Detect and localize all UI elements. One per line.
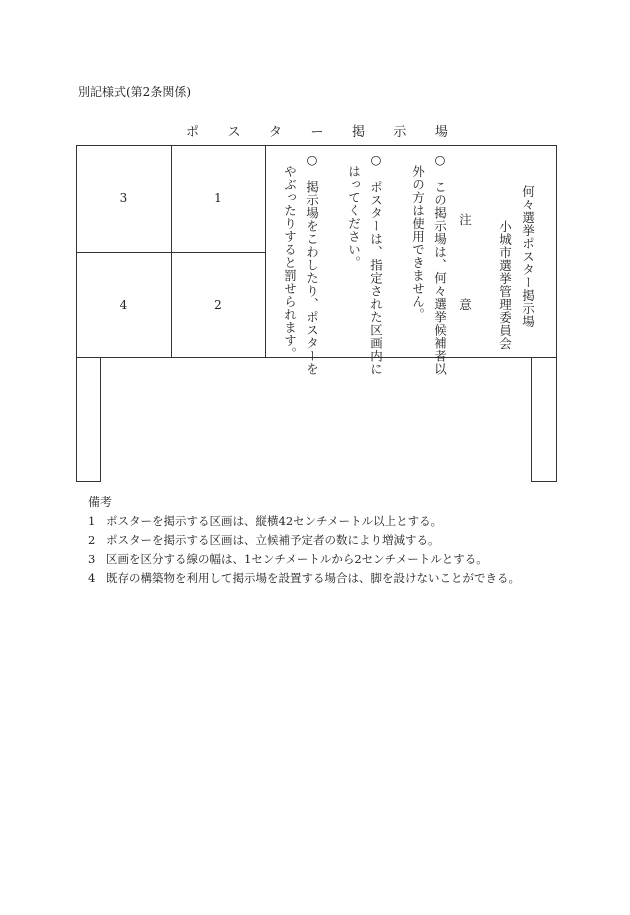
notice-item-line: はってください。 bbox=[346, 165, 362, 269]
board-title-char: タ bbox=[268, 125, 282, 140]
board-title-char: ポ bbox=[186, 125, 200, 140]
remark-item bbox=[88, 551, 488, 567]
notice-label: 注 意 bbox=[457, 213, 473, 341]
board-top-border bbox=[76, 145, 557, 146]
remark-number: 4 bbox=[88, 571, 96, 585]
notice-item-line: 外の方は使用できません。 bbox=[410, 165, 426, 321]
remark-item bbox=[88, 513, 442, 529]
remarks-title: 備考 bbox=[88, 495, 113, 509]
board-header-title: 何々選挙ポスター掲示場 bbox=[520, 185, 536, 328]
left-leg-bottom bbox=[76, 481, 101, 482]
left-leg-edge bbox=[100, 357, 101, 482]
board-right-border bbox=[556, 145, 557, 482]
cell-divider-vertical bbox=[171, 145, 172, 357]
poster-cell-number: 2 bbox=[214, 298, 222, 312]
remark-number: 1 bbox=[88, 514, 96, 528]
remark-item bbox=[88, 570, 520, 586]
notice-item-line: ○ 掲示場をこわしたり、ポスターを bbox=[304, 152, 320, 376]
cell-divider-vertical bbox=[265, 145, 266, 357]
right-leg-bottom bbox=[531, 481, 557, 482]
remark-item bbox=[88, 532, 440, 548]
remark-number: 2 bbox=[88, 533, 96, 547]
notice-item-line: ○ ポスターは、指定された区画内に bbox=[368, 152, 384, 376]
cell-divider-horizontal bbox=[76, 252, 266, 253]
remark-text: 既存の構築物を利用して掲示場を設置する場合は、脚を設けないことができる。 bbox=[106, 571, 520, 585]
right-leg-edge bbox=[531, 357, 532, 482]
board-header-org: 小城市選挙管理委員会 bbox=[497, 220, 513, 350]
remark-number: 3 bbox=[88, 552, 96, 566]
poster-cell-number: 3 bbox=[119, 191, 128, 205]
board-title-char: 掲 bbox=[351, 125, 365, 140]
remark-text: ポスターを掲示する区画は、縦横42センチメートル以上とする。 bbox=[106, 514, 443, 528]
form-label: 別記様式(第2条関係) bbox=[78, 85, 191, 99]
remark-text: 区画を区分する線の幅は、1センチメートルから2センチメートルとする。 bbox=[106, 552, 488, 566]
notice-item-line: ○ この掲示場は、何々選挙候補者以 bbox=[432, 152, 448, 376]
board-title-char: 示 bbox=[393, 125, 407, 140]
remark-text: ポスターを掲示する区画は、立候補予定者の数により増減する。 bbox=[106, 533, 440, 547]
board-title-char: ス bbox=[227, 125, 241, 140]
board-title-char: ー bbox=[310, 125, 324, 140]
poster-cell-number: 1 bbox=[214, 191, 222, 205]
notice-item-line: やぶったりすると罰せられます。 bbox=[282, 165, 298, 360]
board-title-char: 場 bbox=[434, 125, 448, 140]
poster-cell-number: 4 bbox=[119, 298, 128, 312]
